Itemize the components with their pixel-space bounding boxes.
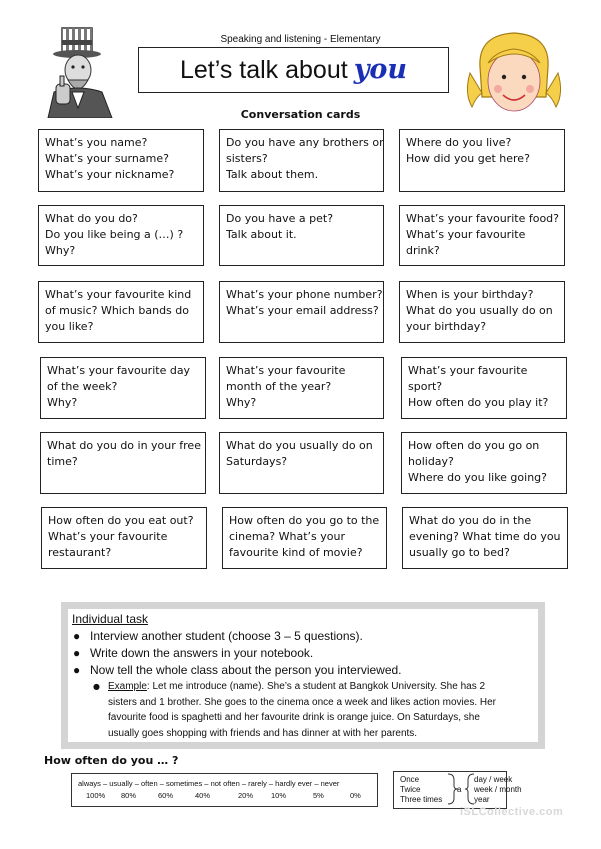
card-question-line: How often do you play it?	[408, 396, 549, 409]
conversation-card	[219, 281, 384, 343]
frequency-adverbs: always – usually – often – sometimes – not often – rarely – hardly ever – never	[78, 779, 340, 788]
card-question-line: Where do you live?	[406, 136, 512, 149]
card-question-line: of the week?	[47, 380, 118, 393]
card-question-line: Do you like being a (…) ?	[45, 228, 184, 241]
card-question-line: cinema? What’s your	[229, 530, 345, 543]
card-question-line: drink?	[406, 244, 440, 257]
conversation-card	[399, 129, 565, 192]
card-question-line: favourite kind of movie?	[229, 546, 363, 559]
example-label: Example	[108, 681, 147, 692]
conversation-card	[38, 129, 204, 192]
conversation-card	[402, 507, 568, 569]
card-question-line: Why?	[226, 396, 257, 409]
percent-label: 60%	[158, 791, 174, 800]
conversation-card	[222, 507, 387, 569]
conversation-card	[401, 432, 567, 494]
times-item: Twice	[400, 785, 421, 794]
girl-face-illustration	[462, 27, 566, 121]
card-question-line: What do you usually do on	[406, 304, 553, 317]
bullet-icon: ●	[73, 629, 81, 643]
page-title: Let’s talk about	[179, 56, 348, 84]
card-question-line: How did you get here?	[406, 152, 530, 165]
task-bullet: ● Interview another student (choose 3 – 5 questions).	[73, 629, 363, 643]
card-question-line: What’s your phone number?	[226, 288, 383, 301]
title-box	[138, 47, 449, 93]
conversation-card	[38, 205, 204, 266]
card-question-line: you like?	[45, 320, 94, 333]
conversation-card	[219, 432, 384, 494]
card-question-line: How often do you eat out?	[48, 514, 194, 527]
card-question-line: sport?	[408, 380, 443, 393]
conversation-card	[399, 281, 565, 343]
card-question-line: What’s your nickname?	[45, 168, 175, 181]
conversation-card	[401, 357, 567, 419]
card-question-line: What’s your favourite	[226, 364, 346, 377]
card-question-line: What’s your favourite	[48, 530, 168, 543]
percent-label: 40%	[195, 791, 211, 800]
percent-label: 100%	[86, 791, 106, 800]
percent-label: 80%	[121, 791, 137, 800]
frequency-heading: How often do you … ?	[44, 754, 179, 767]
conversation-card	[219, 357, 384, 419]
card-question-line: How often do you go on	[408, 439, 540, 452]
task-bullet: ● Write down the answers in your notebook.	[73, 646, 314, 660]
period-item: year	[474, 795, 490, 804]
card-question-line: What’s your favourite day	[47, 364, 191, 377]
percent-label: 5%	[313, 791, 324, 800]
card-question-line: Talk about them.	[226, 168, 319, 181]
card-question-line: What’s your favourite	[406, 228, 526, 241]
page-title-accent: you	[353, 54, 408, 85]
period-item: week / month	[474, 785, 522, 794]
card-question-line: How often do you go to the	[229, 514, 380, 527]
percent-label: 0%	[350, 791, 361, 800]
sub-bullet-icon: ●	[93, 682, 100, 691]
card-question-line: What’s your favourite kind	[45, 288, 192, 301]
task-heading: Individual task	[72, 612, 149, 626]
card-question-line: What’s your surname?	[45, 152, 169, 165]
card-question-line: Do you have a pet?	[226, 212, 334, 225]
card-question-line: sisters?	[226, 152, 268, 165]
card-question-line: restaurant?	[48, 546, 112, 559]
card-question-line: Why?	[45, 244, 76, 257]
worksheet-subtitle: Speaking and listening - Elementary	[220, 34, 381, 45]
card-question-line: What’s you name?	[45, 136, 148, 149]
card-question-line: your birthday?	[406, 320, 487, 333]
conversation-card	[40, 432, 206, 494]
percent-label: 20%	[238, 791, 254, 800]
conversation-card	[399, 205, 565, 266]
card-question-line: What’s your favourite food?	[406, 212, 559, 225]
conversation-card	[40, 357, 206, 419]
card-question-line: What do you usually do on	[226, 439, 373, 452]
bullet-icon: ●	[73, 663, 81, 677]
watermark: iSLCollective.com	[460, 806, 564, 818]
percent-label: 10%	[271, 791, 287, 800]
card-question-line: What’s your email address?	[226, 304, 379, 317]
card-question-line: When is your birthday?	[406, 288, 534, 301]
card-question-line: month of the year?	[226, 380, 332, 393]
bullet-icon: ●	[73, 646, 81, 660]
card-question-line: What do you do?	[45, 212, 138, 225]
card-question-line: What do you do in your free	[47, 439, 201, 452]
period-item: day / week	[474, 775, 513, 784]
conversation-card	[38, 281, 204, 343]
times-item: Three times	[400, 795, 443, 804]
card-question-line: Do you have any brothers or	[226, 136, 384, 149]
connector-a: a	[457, 785, 462, 794]
conversation-card	[219, 205, 384, 266]
card-question-line: time?	[47, 455, 78, 468]
card-question-line: What do you do in the	[409, 514, 532, 527]
section-label: Conversation cards	[240, 108, 361, 121]
example-paragraph: Example: Let me introduce (name). She’s a student at Bangkok University. She has 2 sisters and 1 brother. She goes to the cinema once a week and likes action movies. Her favourite food is spaghetti and her favourite drink is orange juice. On Saturdays, she usually goes shopping with friends and has dinner at with her parents.	[108, 681, 496, 739]
card-question-line: of music? Which bands do	[45, 304, 189, 317]
card-question-line: Where do you like going?	[408, 471, 547, 484]
card-question-line: usually go to bed?	[409, 546, 510, 559]
card-question-line: holiday?	[408, 455, 454, 468]
card-question-line: What’s your favourite	[408, 364, 528, 377]
task-bullet: ● Now tell the whole class about the person you interviewed.	[73, 663, 402, 677]
card-question-line: Saturdays?	[226, 455, 288, 468]
card-question-line: Why?	[47, 396, 78, 409]
conversation-card	[41, 507, 207, 569]
times-item: Once	[400, 775, 420, 784]
card-question-line: evening? What time do you	[409, 530, 561, 543]
conversation-card	[219, 129, 384, 192]
card-question-line: Talk about it.	[226, 228, 297, 241]
